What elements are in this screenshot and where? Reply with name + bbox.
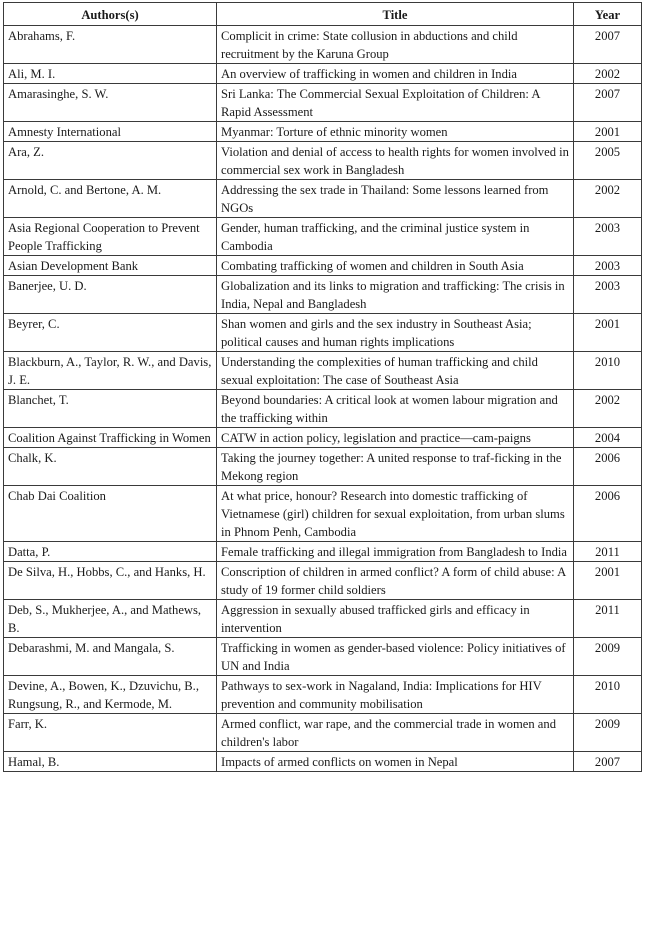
year-cell: 2002: [574, 390, 642, 428]
table-row: [4, 714, 642, 752]
year-cell: 2003: [574, 276, 642, 314]
table-row: [4, 122, 642, 142]
table-row: [4, 390, 642, 428]
year-cell: 2010: [574, 352, 642, 390]
title-cell: Aggression in sexually abused trafficked girls and efficacy in intervention: [217, 600, 574, 638]
table-row: [4, 562, 642, 600]
year-cell: 2007: [574, 26, 642, 64]
author-cell: Chab Dai Coalition: [4, 486, 217, 542]
table-body: [4, 26, 642, 772]
title-cell: Female trafficking and illegal immigration from Bangladesh to India: [217, 542, 574, 562]
title-cell: Myanmar: Torture of ethnic minority women: [217, 122, 574, 142]
table-row: [4, 638, 642, 676]
title-cell: Understanding the complexities of human trafficking and child sexual exploitation: The case of Southeast Asia: [217, 352, 574, 390]
title-cell: Combating trafficking of women and children in South Asia: [217, 256, 574, 276]
year-cell: 2010: [574, 676, 642, 714]
title-cell: Shan women and girls and the sex industry in Southeast Asia; political causes and human rights implications: [217, 314, 574, 352]
table-row: [4, 752, 642, 772]
year-cell: 2003: [574, 256, 642, 276]
author-cell: Amarasinghe, S. W.: [4, 84, 217, 122]
author-cell: Asian Development Bank: [4, 256, 217, 276]
table-header-row: [4, 3, 642, 26]
author-cell: Beyrer, C.: [4, 314, 217, 352]
title-cell: Globalization and its links to migration and trafficking: The crisis in India, Nepal and Bangladesh: [217, 276, 574, 314]
year-column-header: Year: [574, 3, 642, 26]
title-cell: Gender, human trafficking, and the criminal justice system in Cambodia: [217, 218, 574, 256]
bibliography-table: [3, 2, 642, 772]
table-row: [4, 676, 642, 714]
year-cell: 2002: [574, 64, 642, 84]
title-cell: Conscription of children in armed conflict? A form of child abuse: A study of 19 former child soldiers: [217, 562, 574, 600]
year-cell: 2002: [574, 180, 642, 218]
author-cell: Coalition Against Trafficking in Women: [4, 428, 217, 448]
title-column-header: Title: [217, 3, 574, 26]
year-cell: 2006: [574, 448, 642, 486]
author-cell: De Silva, H., Hobbs, C., and Hanks, H.: [4, 562, 217, 600]
author-cell: Datta, P.: [4, 542, 217, 562]
author-cell: Asia Regional Cooperation to Prevent People Trafficking: [4, 218, 217, 256]
author-cell: Abrahams, F.: [4, 26, 217, 64]
title-cell: Beyond boundaries: A critical look at women labour migration and the trafficking within: [217, 390, 574, 428]
year-cell: 2004: [574, 428, 642, 448]
year-cell: 2007: [574, 752, 642, 772]
table-row: [4, 314, 642, 352]
title-cell: At what price, honour? Research into domestic trafficking of Vietnamese (girl) children for sexual exploitation, from urban slums in Phnom Penh, Cambodia: [217, 486, 574, 542]
author-cell: Deb, S., Mukherjee, A., and Mathews, B.: [4, 600, 217, 638]
title-cell: Impacts of armed conflicts on women in Nepal: [217, 752, 574, 772]
author-cell: Blackburn, A., Taylor, R. W., and Davis, J. E.: [4, 352, 217, 390]
table-row: [4, 256, 642, 276]
table-row: [4, 64, 642, 84]
table-row: [4, 428, 642, 448]
title-cell: An overview of trafficking in women and children in India: [217, 64, 574, 84]
authors-column-header: Authors(s): [4, 3, 217, 26]
title-cell: Sri Lanka: The Commercial Sexual Exploitation of Children: A Rapid Assessment: [217, 84, 574, 122]
title-cell: Pathways to sex-work in Nagaland, India: Implications for HIV prevention and community mobilisation: [217, 676, 574, 714]
title-cell: Armed conflict, war rape, and the commercial trade in women and children's labor: [217, 714, 574, 752]
author-cell: Ara, Z.: [4, 142, 217, 180]
table-row: [4, 180, 642, 218]
table-row: [4, 486, 642, 542]
table-row: [4, 352, 642, 390]
title-cell: Addressing the sex trade in Thailand: Some lessons learned from NGOs: [217, 180, 574, 218]
author-cell: Banerjee, U. D.: [4, 276, 217, 314]
author-cell: Devine, A., Bowen, K., Dzuvichu, B., Rungsung, R., and Kermode, M.: [4, 676, 217, 714]
table-row: [4, 142, 642, 180]
author-cell: Arnold, C. and Bertone, A. M.: [4, 180, 217, 218]
title-cell: CATW in action policy, legislation and practice—cam-paigns: [217, 428, 574, 448]
author-cell: Hamal, B.: [4, 752, 217, 772]
year-cell: 2001: [574, 314, 642, 352]
year-cell: 2009: [574, 714, 642, 752]
title-cell: Complicit in crime: State collusion in abductions and child recruitment by the Karuna Group: [217, 26, 574, 64]
author-cell: Ali, M. I.: [4, 64, 217, 84]
year-cell: 2009: [574, 638, 642, 676]
table-row: [4, 84, 642, 122]
year-cell: 2007: [574, 84, 642, 122]
year-cell: 2006: [574, 486, 642, 542]
year-cell: 2001: [574, 562, 642, 600]
year-cell: 2011: [574, 542, 642, 562]
title-cell: Trafficking in women as gender-based violence: Policy initiatives of UN and India: [217, 638, 574, 676]
author-cell: Blanchet, T.: [4, 390, 217, 428]
table-row: [4, 542, 642, 562]
table-row: [4, 600, 642, 638]
author-cell: Farr, K.: [4, 714, 217, 752]
title-cell: Taking the journey together: A united response to traf-ficking in the Mekong region: [217, 448, 574, 486]
author-cell: Amnesty International: [4, 122, 217, 142]
table-row: [4, 26, 642, 64]
year-cell: 2011: [574, 600, 642, 638]
author-cell: Chalk, K.: [4, 448, 217, 486]
author-cell: Debarashmi, M. and Mangala, S.: [4, 638, 217, 676]
table-row: [4, 276, 642, 314]
year-cell: 2001: [574, 122, 642, 142]
title-cell: Violation and denial of access to health rights for women involved in commercial sex work in Bangladesh: [217, 142, 574, 180]
table-row: [4, 448, 642, 486]
table-row: [4, 218, 642, 256]
year-cell: 2003: [574, 218, 642, 256]
year-cell: 2005: [574, 142, 642, 180]
